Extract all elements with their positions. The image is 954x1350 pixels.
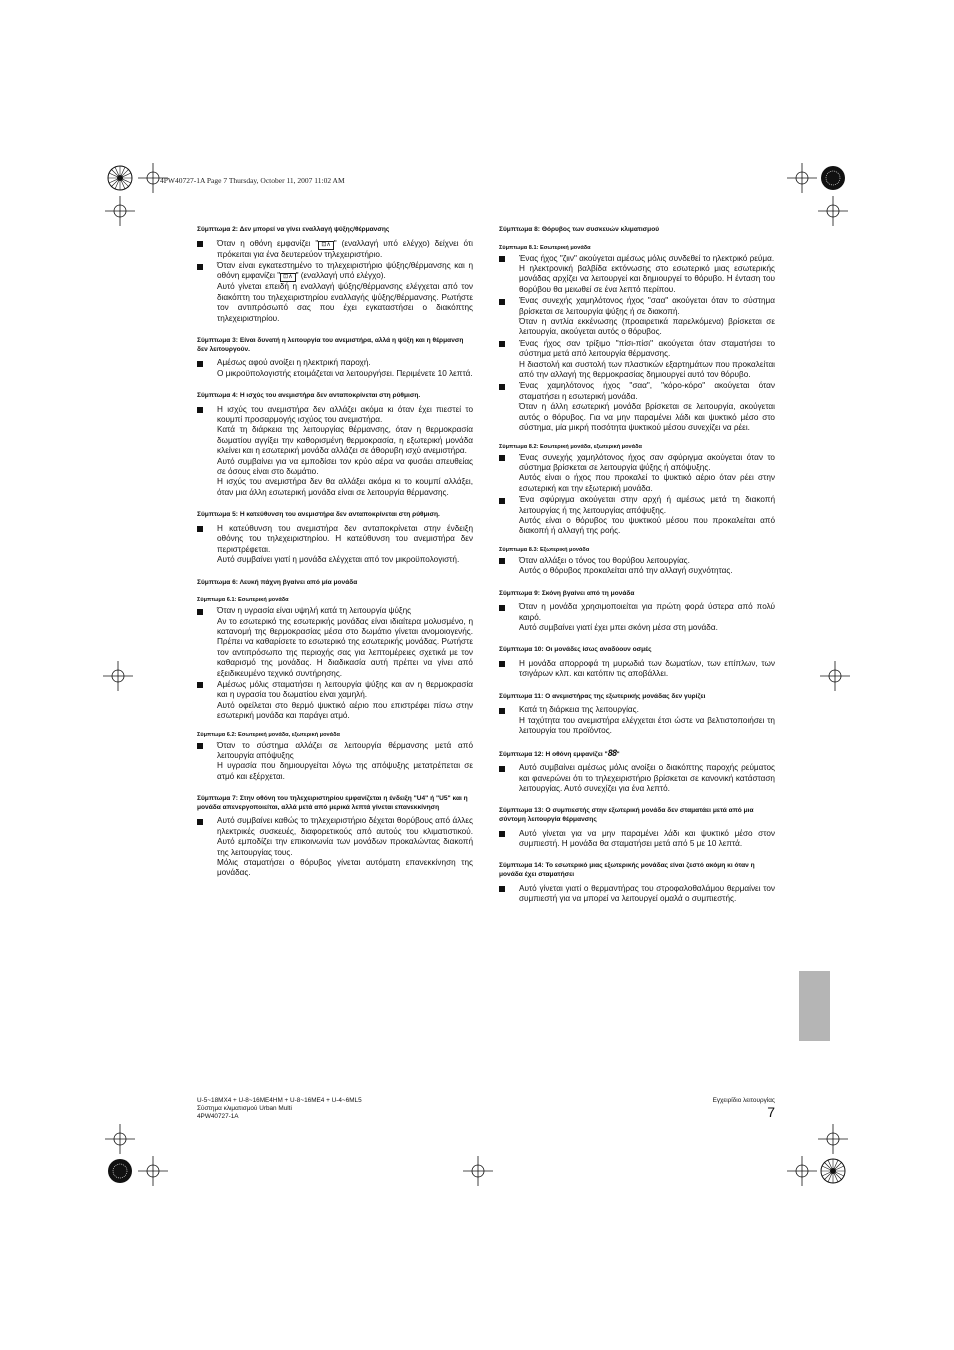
- bullet-icon: [499, 661, 505, 667]
- bullet-icon: [499, 766, 505, 772]
- crosshair-mark-bottom-right: [787, 1156, 817, 1186]
- symptom-4-title: Σύμπτωμα 4: Η ισχύς του ανεμιστήρα δεν ανταποκρίνεται στη ρύθμιση.: [197, 392, 421, 400]
- list-item: Η μονάδα απορροφά τη μυρωδιά των δωματίων, των επίπλων, των τσιγάρων κλπ. και κατόπιν τις αποβάλλει.: [499, 659, 775, 680]
- bullet-icon: [499, 384, 505, 390]
- list-item: Αυτό γίνεται για να μην παραμένει λάδι και ψυκτικό μέσο στον συμπιεστή. Η μονάδα θα σταματήσει μετά από 5 με 10 λεπτά.: [499, 829, 775, 850]
- crosshair-mark-mid-left: [103, 661, 133, 691]
- symptom-8-3-subtitle: Σύμπτωμα 8.3: Εξωτερική μονάδα: [499, 546, 590, 553]
- list-item: Ένας χαμηλότονος ήχος "σαα", "κόρο-κόρο" ακούγεται όταν σταματήσει η εσωτερική μονάδα. Όταν η άλλη εσωτερική μονάδα βρίσκεται σε λειτουργία, ακούγεται αυτός ο θόρυβος. Για να μην παραμένει λάδι και ψυκτικό μέσο στο σύστημα, μία μικρή ποσότητα ψυκτικού μέσου συνεχίζει να ρέει.: [499, 381, 775, 433]
- right-column: [499, 226, 775, 905]
- list-item: Όταν είναι εγκατεστημένο το τηλεχειριστήριο ψύξης/θέρμανσης και η οθόνη εμφανίζει " ⊡⊼ " (εναλλαγή υπό ελέγχο). Αυτό γίνεται επειδή η εναλλαγή ψύξης/θέρμανσης ελέγχεται από τον διακόπτη του τηλεχειριστηρίου εναλλαγής ψύξης/θέρμανσης. Ρωτήστε τον αντιπρόσωπό σας που έχει εγκαταστήσει ο διακόπτης τηλεχειριστηρίου.: [197, 261, 473, 324]
- symptom-6-2-subtitle: Σύμπτωμα 6.2: Εσωτερική μονάδα, εξωτερική μονάδα: [197, 731, 340, 738]
- crosshair-mark-top-right: [787, 163, 817, 193]
- bullet-icon: [197, 361, 203, 367]
- crosshair-mark-bottom-center: [463, 1156, 493, 1186]
- list-item: Όταν η υγρασία είναι υψηλή κατά τη λειτουργία ψύξης Αν το εσωτερικό της εσωτερικής μονάδας είναι ιδιαίτερα μολυσμένο, η κατανομή της θερμοκρασίας μέσα στο δωμάτιο γίνεται ανομοιογενής. Πρέπει να καθαρίσετε το εσωτερικό της εσωτερικής μονάδας. Ρωτήστε τον αντιπρόσωπο της περιοχής σας για λεπτομέρειες σχετικά με τον καθαρισμό της μονάδας. Η διαδικασία αυτή πρέπει να γίνει από εξειδικευμένο τεχνικό συντήρησης.: [197, 606, 473, 679]
- list-item: Αυτό συμβαίνει καθώς το τηλεχειριστήριο δέχεται θορύβους από άλλες ηλεκτρικές συσκευές, διαφορετικούς από αυτούς του κλιματιστικού. Αυτό εμποδίζει την επικοινωνία των μονάδων προκαλώντας διακοπή της λειτουργίας τους. Μόλις σταματήσει ο θόρυβος γίνεται αυτόματη επανεκκίνηση της μονάδας.: [197, 816, 473, 878]
- footer-model: U-5~18MX4 + U-8~16ME4HM + U-8~16ME4 + U-4~6ML5: [197, 1097, 362, 1104]
- list-item: Η ισχύς του ανεμιστήρα δεν αλλάζει ακόμα κι όταν έχει πιεστεί το κουμπί προσαρμογής ισχύος του ανεμιστήρα. Κατά τη διάρκεια της λειτουργίας θέρμανσης, όταν η θερμοκρασία δωματίου αγγίξει την καθορισμένη θερμοκρασία, η εξωτερική μονάδα κλείνει και η εσωτερική μονάδα αλλάζει σε άθορυβη ισχύ ανεμιστήρα. Αυτό συμβαίνει για να εμποδίσει τον κρύο αέρα να φυσάει απευθείας σε όσους είναι στο δωμάτιο. Η ισχύς του ανεμιστήρα δεν θα αλλάξει ακόμα κι το κουμπί αλλάξει, όταν μια άλλη εσωτερική μονάδα είναι σε λειτουργία θέρμανσης.: [197, 405, 473, 499]
- bullet-icon: [197, 682, 203, 688]
- footer-system: Σύστημα κλιματισμού Urban Multi: [197, 1104, 292, 1112]
- bullet-icon: [197, 241, 203, 247]
- symptom-8-title: Σύμπτωμα 8: Θόρυβος των συσκευών κλιματισμού: [499, 226, 660, 233]
- bullet-icon: [197, 609, 203, 615]
- symptom-2-title: Σύμπτωμα 2: Δεν μπορεί να γίνει εναλλαγή ψύξης/θέρμανσης: [197, 226, 390, 233]
- bullet-icon: [197, 819, 203, 825]
- bullet-icon: [197, 743, 203, 749]
- symptom-7-title: Σύμπτωμα 7: Στην οθόνη του τηλεχειριστηρίου εμφανίζεται η ένδειξη "U4" ή "U5" και η μονάδα απενεργοποιείται, αλλά μετά από μερικά λεπτά γίνεται επανεκκίνηση: [197, 795, 468, 811]
- bullet-icon: [499, 341, 505, 347]
- bullet-icon: [499, 708, 505, 714]
- bullet-icon: [499, 455, 505, 461]
- list-item: Αμέσως αφού ανοίξει η ηλεκτρική παροχή. Ο μικροϋπολογιστής ετοιμάζεται να λειτουργήσει. Περιμένετε 10 λεπτά.: [197, 358, 473, 379]
- symptom-8-2-subtitle: Σύμπτωμα 8.2: Εσωτερική μονάδα, εξωτερική μονάδα: [499, 443, 642, 450]
- bullet-icon: [499, 886, 505, 892]
- list-item: Κατά τη διάρκεια της λειτουργίας. Η ταχύτητα του ανεμιστήρα ελέγχεται έτσι ώστε να βελτιστοποιήσει τη λειτουργία του προϊόντος.: [499, 705, 775, 736]
- switch-control-icon: ⊡⊼: [318, 241, 333, 250]
- symptom-14-title: Σύμπτωμα 14: Το εσωτερικό μιας εξωτερικής μονάδας είναι ζεστό ακόμη κι όταν η μονάδα έχει σταματήσει: [499, 862, 755, 878]
- list-item: Ένας ήχος σαν τρίξιμο "πίσι-πίσι" ακούγεται όταν σταματήσει το σύστημα μετά από λειτουργία θέρμανσης. Η διαστολή και συστολή των πλαστικών εξαρτημάτων που προκαλείται από την αλλαγή της θερμοκρασίας δημιουργεί αυτό τον θόρυβο.: [499, 339, 775, 381]
- list-item: Όταν η μονάδα χρησιμοποιείται για πρώτη φορά ύστερα από πολύ καιρό. Αυτό συμβαίνει γιατί έχει μπει σκόνη μέσα στη μονάδα.: [499, 602, 775, 633]
- crosshair-mark-top-left-2: [105, 196, 135, 226]
- symptom-13-title: Σύμπτωμα 13: Ο συμπιεστής στην εξωτερική μονάδα δεν σταματάει μετά από μια σύντομη λειτουργία θέρμανσης: [499, 807, 754, 823]
- crosshair-mark-bottom-left-2: [138, 1156, 168, 1186]
- bullet-icon: [197, 407, 203, 413]
- registration-mark-bottom-right: [818, 1156, 848, 1186]
- list-item: Ένας συνεχής χαμηλότονος ήχος σαν σφύριγμα ακούγεται όταν το σύστημα βρίσκεται σε λειτουργία ψύξης ή απόψυξης. Αυτός είναι ο ήχος που προκαλεί το ψυκτικό αέριο όταν ρέει στην εσωτερική και την εξωτερική μονάδα.: [499, 453, 775, 495]
- list-item: Όταν αλλάξει ο τόνος του θορύβου λειτουργίας. Αυτός ο θόρυβος προκαλείται από την αλλαγή συχνότητας.: [499, 556, 775, 577]
- symptom-12-title: Σύμπτωμα 12: Η οθόνη εμφανίζει "88": [499, 748, 620, 759]
- list-item: Αμέσως μόλις σταματήσει η λειτουργία ψύξης και αν η θερμοκρασία και η υγρασία του δωματίου είναι χαμηλή. Αυτό οφείλεται στο θερμό ψυκτικό αέριο που επιστρέφει πίσω στην εσωτερική μονάδα και παράγει ατμό.: [197, 680, 473, 722]
- symptom-6-title: Σύμπτωμα 6: Λευκή πάχνη βγαίνει από μία μονάδα: [197, 578, 358, 586]
- crosshair-mark-top-right-2: [818, 196, 848, 226]
- bullet-icon: [197, 264, 203, 270]
- segment-display-icon: 88: [607, 748, 617, 759]
- switch-control-icon: ⊡⊼: [280, 273, 295, 282]
- print-header: 4PW40727-1A Page 7 Thursday, October 11, 2007 11:02 AM: [160, 176, 345, 185]
- list-item: Αυτό γίνεται γιατί ο θερμαντήρας του στροφαλοθαλάμου θερμαίνει τον συμπιεστή για να μπορεί να λειτουργεί ομαλά ο συμπιεστής.: [499, 884, 775, 905]
- bullet-icon: [499, 831, 505, 837]
- footer-model-info: [197, 1097, 362, 1120]
- left-column: [197, 226, 473, 880]
- bullet-icon: [499, 498, 505, 504]
- list-item: Όταν η οθόνη εμφανίζει " ⊡⊼ " (εναλλαγή υπό ελέγχο) δείχνει ότι πρόκειται για ένα δευτερεύον τηλεχειριστήριο.: [197, 239, 473, 260]
- list-item: Ένας ήχος "ζιιν" ακούγεται αμέσως μόλις συνδεθεί το ηλεκτρικό ρεύμα. Η ηλεκτρονική βαλβίδα εκτόνωσης στο εσωτερικό μιας εσωτερικής μονάδας αρχίζει να λειτουργεί και δημιουργεί το θόρυβο. Η ένταση του θορύβου θα μειωθεί σε ένα λεπτό περίπου.: [499, 254, 775, 296]
- symptom-6-1-subtitle: Σύμπτωμα 6.1: Εσωτερική μονάδα: [197, 597, 289, 604]
- symptom-8-1-subtitle: Σύμπτωμα 8.1: Εσωτερική μονάδα: [499, 244, 591, 251]
- bullet-icon: [499, 256, 505, 262]
- section-thumb-tab: [799, 971, 830, 1041]
- symptom-11-title: Σύμπτωμα 11: Ο ανεμιστήρας της εξωτερικής μονάδας δεν γυρίζει: [499, 692, 706, 700]
- symptom-9-title: Σύμπτωμα 9: Σκόνη βγαίνει από τη μονάδα: [499, 589, 635, 597]
- registration-mark-bottom-left: [105, 1156, 135, 1186]
- footer-code: 4PW40727-1A: [197, 1112, 239, 1120]
- list-item: Ένας συνεχής χαμηλότονος ήχος "σαα" ακούγεται όταν το σύστημα βρίσκεται σε λειτουργία ψύξης ή σε διακοπή. Όταν η αντλία εκκένωσης (προαιρετικά παρελκόμενα) βρίσκεται σε λειτουργία, ακούγεται αυτός ο θόρυβος.: [499, 296, 775, 338]
- bullet-icon: [499, 558, 505, 564]
- symptom-3-title: Σύμπτωμα 3: Είναι δυνατή η λειτουργία του ανεμιστήρα, αλλά η ψύξη και η θέρμανση δεν λειτουργούν.: [197, 337, 464, 353]
- symptom-10-title: Σύμπτωμα 10: Οι μονάδες ίσως αναδύουν οσμές: [499, 646, 652, 654]
- crosshair-mark-bottom-left: [105, 1124, 135, 1154]
- list-item: Ένα σφύριγμα ακούγεται στην αρχή ή αμέσως μετά τη διακοπή λειτουργίας ή της λειτουργίας απόψυξης. Αυτός είναι ο θόρυβος του ψυκτικού μέσου που προκαλείται από διακοπή ή αλλαγή της ροής.: [499, 495, 775, 537]
- crosshair-mark-bottom-right-2: [818, 1124, 848, 1154]
- symptom-5-title: Σύμπτωμα 5: Η κατεύθυνση του ανεμιστήρα δεν ανταποκρίνεται στη ρύθμιση.: [197, 511, 440, 519]
- list-item: Η κατεύθυνση του ανεμιστήρα δεν ανταποκρίνεται στην ένδειξη οθόνης του τηλεχειριστηρίου. Η κατεύθυνση του ανεμιστήρα δεν περιστρέφεται. Αυτό συμβαίνει γιατί η μονάδα ελέγχεται από τον μικροϋπολογιστή.: [197, 524, 473, 566]
- footer-manual-title: Εγχειρίδιο λειτουργίας: [712, 1097, 775, 1104]
- registration-mark-top-right: [818, 163, 848, 193]
- bullet-icon: [197, 526, 203, 532]
- crosshair-mark-mid-right: [820, 661, 850, 691]
- bullet-icon: [499, 299, 505, 305]
- registration-mark-top-left: [105, 163, 135, 193]
- bullet-icon: [499, 605, 505, 611]
- list-item: Αυτό συμβαίνει αμέσως μόλις ανοίξει ο διακόπτης παροχής ρεύματος και φανερώνει ότι το τηλεχειριστήριο βρίσκεται σε κανονική κατάσταση λειτουργίας. Αυτό συνεχίζει για ένα λεπτό.: [499, 763, 775, 794]
- page-number: 7: [767, 1104, 775, 1120]
- list-item: Όταν το σύστημα αλλάζει σε λειτουργία θέρμανσης μετά από λειτουργία απόψυξης Η υγρασία που δημιουργείται λόγω της απόψυξης μετατρέπεται σε ατμό και εξέρχεται.: [197, 741, 473, 783]
